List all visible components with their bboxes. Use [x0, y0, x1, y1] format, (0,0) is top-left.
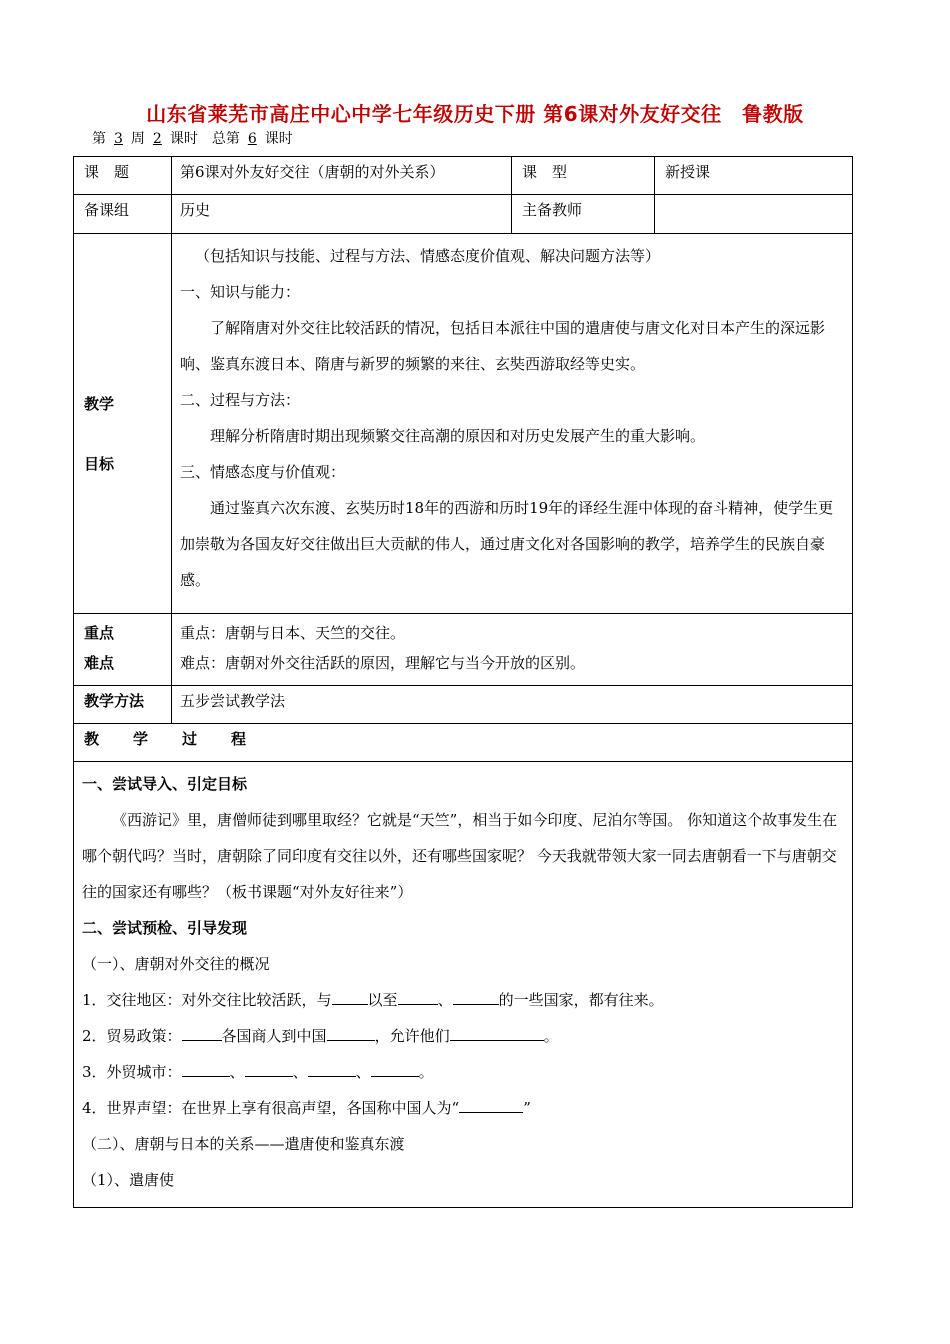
method-value: 五步尝试教学法 [172, 686, 853, 724]
blank[interactable] [332, 986, 368, 1005]
total-number: 6 [247, 131, 257, 147]
row-process [74, 762, 853, 1208]
blank[interactable] [245, 1058, 293, 1077]
week-info: 第 3 周 2 课时 总第 6 课时 [92, 131, 293, 147]
subheading-overview: （一）、唐朝对外交往的概况 [82, 955, 270, 973]
week-number: 3 [114, 131, 123, 147]
goals-emotion-text: 通过鉴真六次东渡、玄奘历时18年的西游和历时19年的译经生涯中体现的奋斗精神，使学生更加崇敬为各国友好交往做出巨大贡献的伟人，通过唐文化对各国影响的教学，培养学生的民族自豪感。 [180, 499, 834, 589]
step2-heading: 二、尝试预检、引导发现 [82, 919, 248, 937]
row-topic [74, 157, 853, 195]
blank[interactable] [450, 1022, 544, 1041]
row-method [74, 686, 853, 724]
item-reputation: 4．世界声望：在世界上享有很高声望，各国称中国人为“ ” [82, 1090, 844, 1126]
item-trade-cities: 3．外贸城市： 、 、 、 。 [82, 1054, 844, 1090]
goals-heading-emotion: 三、情感态度与价值观： [180, 463, 346, 481]
goals-label: 教学 目标 [74, 234, 172, 614]
method-label: 教学方法 [74, 686, 172, 724]
class-number: 2 [152, 131, 162, 147]
blank[interactable] [398, 986, 438, 1005]
blank[interactable] [453, 986, 499, 1005]
item-trade-policy: 2．贸易政策： 各国商人到中国 ，允许他们 。 [82, 1018, 844, 1054]
goals-process-text: 理解分析隋唐时期出现频繁交往高潮的原因和对历史发展产生的重大影响。 [210, 427, 706, 445]
teacher-value [655, 195, 853, 234]
step1-heading: 一、尝试导入、引定目标 [82, 775, 248, 793]
type-value: 新授课 [655, 157, 853, 195]
row-group [74, 195, 853, 234]
topic-label: 课 题 [74, 157, 172, 195]
blank[interactable] [182, 1058, 230, 1077]
row-goals [74, 234, 853, 614]
type-label: 课 型 [512, 157, 655, 195]
process-header: 教学过程 [74, 724, 853, 762]
blank[interactable] [182, 1022, 222, 1041]
key-points-label: 重点 难点 [74, 614, 172, 686]
document-title: 山东省莱芜市高庄中心中学七年级历史下册 第6课对外友好交往 鲁教版 [146, 102, 804, 126]
goals-heading-process: 二、过程与方法： [180, 391, 301, 409]
group-label: 备课组 [74, 195, 172, 234]
group-value: 历史 [172, 195, 512, 234]
blank[interactable] [327, 1022, 375, 1041]
key-point: 重点：唐朝与日本、天竺的交往。 [180, 624, 406, 642]
goals-knowledge-text: 了解隋唐对外交往比较活跃的情况，包括日本派往中国的遣唐使与唐文化对日本产生的深远影响、鉴真东渡日本、隋唐与新罗的频繁的来往、玄奘西游取经等史实。 [180, 319, 826, 373]
row-key-points [74, 614, 853, 686]
goals-heading-knowledge: 一、知识与能力： [180, 283, 301, 301]
lesson-plan-table [73, 156, 853, 1208]
blank[interactable] [308, 1058, 356, 1077]
step1-text: 《西游记》里，唐僧师徒到哪里取经？它就是“天竺”，相当于如今印度、尼泊尔等国。 你知道这个故事发生在哪个朝代吗？当时，唐朝除了同印度有交往以外，还有哪些国家呢？ 今天我就带领大家一同去唐朝看一下与唐朝交往的国家还有哪些？（板书课题“对外友好往来”） [82, 811, 838, 901]
item-regions: 1．交往地区：对外交往比较活跃，与 以至 、 的一些国家，都有往来。 [82, 982, 844, 1018]
blank[interactable] [459, 1094, 523, 1113]
difficult-point: 难点：唐朝对外交往活跃的原因，理解它与当今开放的区别。 [180, 654, 586, 672]
goals-intro: （包括知识与技能、过程与方法、情感态度价值观、解决问题方法等） [195, 247, 661, 265]
topic-value: 第6课对外友好交往（唐朝的对外关系） [172, 157, 512, 195]
subheading-japan: （二）、唐朝与日本的关系——遣唐使和鉴真东渡 [82, 1135, 405, 1153]
goals-content [172, 234, 853, 614]
subheading-envoys: （1）、遣唐使 [82, 1171, 175, 1189]
row-process-header [74, 724, 853, 762]
teacher-label: 主备教师 [512, 195, 655, 234]
blank[interactable] [371, 1058, 419, 1077]
process-content [74, 762, 853, 1208]
key-points-content [172, 614, 853, 686]
